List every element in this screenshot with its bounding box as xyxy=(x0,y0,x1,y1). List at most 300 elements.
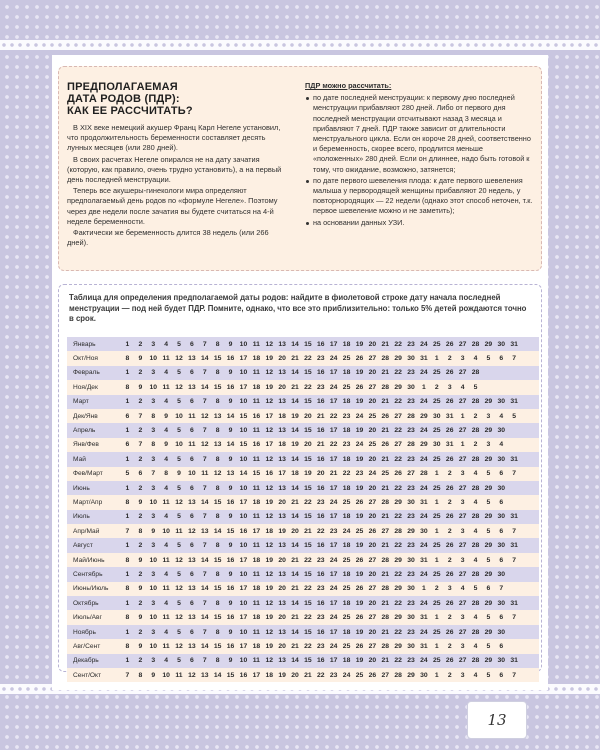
table-cell: 19 xyxy=(355,427,364,435)
table-cell: 30 xyxy=(497,570,506,578)
table-cell: 4 xyxy=(473,355,478,363)
method-item xyxy=(305,93,533,175)
table-cell: 30 xyxy=(497,657,506,665)
table-cell: 10 xyxy=(175,441,183,449)
table-cell: 25 xyxy=(433,657,441,665)
table-cell: 2 xyxy=(447,614,452,622)
table-cell: 29 xyxy=(484,427,493,435)
table-cell: 2 xyxy=(447,527,452,535)
table-cell: 18 xyxy=(252,642,261,650)
table-cell: 11 xyxy=(201,470,209,478)
table-cell: 3 xyxy=(447,585,452,593)
table-cell: 24 xyxy=(420,513,428,521)
table-cell: 8 xyxy=(125,585,130,593)
table-cell: 8 xyxy=(215,340,220,348)
table-cell: 31 xyxy=(510,657,518,665)
table-cell: 25 xyxy=(368,412,377,420)
table-cell: 16 xyxy=(226,355,235,363)
table-cell: 15 xyxy=(239,441,248,449)
table-cell: 19 xyxy=(355,369,364,377)
table-cell: 27 xyxy=(368,383,377,391)
table-cell: 23 xyxy=(317,585,325,593)
table-cell: 23 xyxy=(342,412,351,420)
table-cell: 24 xyxy=(329,614,338,622)
table-cell: 29 xyxy=(484,657,493,665)
table-cell: 14 xyxy=(201,355,209,363)
table-cell: 29 xyxy=(484,513,493,521)
table-cell: 27 xyxy=(458,427,467,435)
table-cell: 20 xyxy=(368,455,377,463)
table-cell: 16 xyxy=(265,470,274,478)
table-cell: 10 xyxy=(149,498,157,506)
table-cell: 18 xyxy=(252,498,261,506)
heading-line: ДАТА РОДОВ (ПДР): xyxy=(67,93,180,105)
table-cell: 31 xyxy=(420,498,428,506)
table-cell: 16 xyxy=(226,614,235,622)
table-cell: 19 xyxy=(265,614,274,622)
table-cell: 31 xyxy=(510,340,518,348)
table-cell: 22 xyxy=(329,412,338,420)
table-cell xyxy=(508,427,521,434)
table-cell: 23 xyxy=(407,369,415,377)
table-cell: 9 xyxy=(138,355,143,363)
table-cell: 20 xyxy=(368,369,377,377)
table-cell: 8 xyxy=(215,484,220,492)
table-cell: 18 xyxy=(342,570,351,578)
table-cell: 18 xyxy=(265,671,274,679)
table-cell: 19 xyxy=(265,498,274,506)
table-row xyxy=(67,582,539,596)
table-cell: 21 xyxy=(381,542,390,550)
row-label: Июль xyxy=(73,513,90,521)
table-cell: 11 xyxy=(162,642,170,650)
table-cell: 5 xyxy=(486,470,491,478)
table-cell: 26 xyxy=(445,369,454,377)
table-cell: 27 xyxy=(407,470,415,478)
table-cell: 2 xyxy=(138,513,143,521)
table-cell: 13 xyxy=(278,570,286,578)
table-cell: 26 xyxy=(355,498,364,506)
table-cell: 26 xyxy=(445,599,454,607)
table-cell: 6 xyxy=(190,369,194,377)
table-cell: 18 xyxy=(342,599,351,607)
table-cell: 17 xyxy=(239,383,248,391)
table-cell: 7 xyxy=(202,427,207,435)
table-cell: 10 xyxy=(239,599,248,607)
table-cell: 29 xyxy=(484,628,493,636)
table-cell: 20 xyxy=(368,599,377,607)
table-cell: 25 xyxy=(342,585,351,593)
table-cell: 15 xyxy=(213,614,222,622)
table-cell xyxy=(508,499,521,506)
table-cell: 7 xyxy=(202,340,207,348)
paragraph: В своих расчетах Негеле опирался не на дату зачатия (которую, как правило, очень трудно установить), а на первый день последней менструации. xyxy=(67,154,282,185)
table-cell: 5 xyxy=(177,657,181,665)
table-cell: 31 xyxy=(510,599,518,607)
table-cell: 19 xyxy=(291,412,299,420)
table-cell: 20 xyxy=(278,556,286,564)
table-cell: 24 xyxy=(420,369,428,377)
table-cell: 9 xyxy=(228,657,233,665)
table-row xyxy=(67,567,539,581)
table-cell: 22 xyxy=(394,455,402,463)
table-cell: 19 xyxy=(355,455,364,463)
table-cell: 24 xyxy=(420,484,428,492)
table-cell: 26 xyxy=(445,340,454,348)
table-cell: 14 xyxy=(291,599,299,607)
row-label: Апр/Май xyxy=(73,527,100,535)
table-cell: 23 xyxy=(407,513,415,521)
table-cell: 19 xyxy=(304,470,312,478)
table-cell: 23 xyxy=(407,570,415,578)
table-cell: 22 xyxy=(304,355,312,363)
row-cells xyxy=(121,614,539,621)
table-cell: 16 xyxy=(317,657,325,665)
table-cell: 10 xyxy=(239,369,248,377)
row-cells xyxy=(121,629,539,636)
table-cell: 7 xyxy=(202,369,207,377)
table-cell: 27 xyxy=(458,513,467,521)
table-cell: 12 xyxy=(265,570,274,578)
table-cell: 7 xyxy=(512,470,517,478)
table-cell: 25 xyxy=(342,556,351,564)
table-cell: 21 xyxy=(381,369,390,377)
row-label: Июль/Авг xyxy=(73,614,102,622)
table-row xyxy=(67,510,539,524)
table-cell: 18 xyxy=(342,455,351,463)
table-cell: 3 xyxy=(486,412,491,420)
table-cell: 25 xyxy=(342,642,351,650)
table-cell: 2 xyxy=(447,470,452,478)
table-cell: 25 xyxy=(433,628,441,636)
table-cell: 25 xyxy=(433,599,441,607)
row-cells xyxy=(121,413,539,420)
table-cell: 31 xyxy=(510,542,518,550)
table-row xyxy=(67,481,539,495)
table-cell: 31 xyxy=(510,513,518,521)
right-column xyxy=(305,81,533,229)
table-cell: 4 xyxy=(164,427,168,435)
table-cell: 4 xyxy=(164,340,168,348)
table-cell: 24 xyxy=(329,355,338,363)
table-cell: 1 xyxy=(434,355,439,363)
row-label: Январь xyxy=(73,340,96,348)
table-cell: 11 xyxy=(162,355,170,363)
table-cell: 30 xyxy=(407,642,415,650)
table-cell: 27 xyxy=(368,355,377,363)
table-cell: 28 xyxy=(381,642,390,650)
table-cell xyxy=(508,643,521,650)
table-cell: 6 xyxy=(190,657,194,665)
table-cell: 23 xyxy=(407,599,415,607)
table-cell: 12 xyxy=(265,398,274,406)
table-cell: 1 xyxy=(434,671,439,679)
table-cell: 21 xyxy=(291,383,299,391)
table-row xyxy=(67,495,539,509)
table-cell: 11 xyxy=(252,340,260,348)
table-cell: 28 xyxy=(471,427,480,435)
table-cell: 25 xyxy=(433,398,441,406)
row-cells xyxy=(121,657,539,664)
table-cell: 29 xyxy=(394,355,402,363)
table-cell: 23 xyxy=(407,427,415,435)
table-cell: 23 xyxy=(317,383,325,391)
table-cell: 23 xyxy=(329,527,338,535)
table-cell xyxy=(508,585,521,592)
table-row xyxy=(67,423,539,437)
table-cell: 14 xyxy=(201,642,209,650)
table-cell: 29 xyxy=(394,383,402,391)
table-cell: 11 xyxy=(252,599,260,607)
table-cell: 12 xyxy=(201,441,209,449)
table-cell: 10 xyxy=(162,527,170,535)
table-cell: 4 xyxy=(164,513,168,521)
table-cell: 1 xyxy=(125,398,130,406)
row-cells xyxy=(121,456,539,463)
table-cell: 11 xyxy=(162,556,170,564)
table-cell: 6 xyxy=(190,484,194,492)
table-cell: 11 xyxy=(175,671,183,679)
table-cell: 30 xyxy=(497,427,506,435)
table-cell: 27 xyxy=(394,441,402,449)
table-cell: 17 xyxy=(329,513,338,521)
table-cell: 18 xyxy=(342,369,351,377)
table-cell: 11 xyxy=(252,657,260,665)
table-cell: 25 xyxy=(342,355,351,363)
table-cell: 24 xyxy=(329,556,338,564)
table-cell: 15 xyxy=(213,556,222,564)
table-cell: 1 xyxy=(434,498,439,506)
table-cell: 30 xyxy=(497,599,506,607)
table-cell: 24 xyxy=(420,628,428,636)
table-cell xyxy=(482,369,495,376)
table-cell: 20 xyxy=(304,441,312,449)
table-cell: 9 xyxy=(228,542,233,550)
row-label: Фев/Март xyxy=(73,470,103,478)
table-cell: 23 xyxy=(407,484,415,492)
table-cell: 5 xyxy=(177,398,181,406)
table-cell: 6 xyxy=(499,355,504,363)
table-cell: 19 xyxy=(291,441,299,449)
table-cell: 26 xyxy=(445,628,454,636)
table-cell: 2 xyxy=(138,427,143,435)
table-cell: 30 xyxy=(497,513,506,521)
table-cell: 27 xyxy=(458,542,467,550)
table-cell: 12 xyxy=(265,657,274,665)
table-cell: 28 xyxy=(471,599,480,607)
table-cell: 30 xyxy=(497,484,506,492)
table-cell: 27 xyxy=(458,398,467,406)
table-cell: 29 xyxy=(420,412,428,420)
table-cell: 10 xyxy=(239,427,248,435)
table-cell: 28 xyxy=(407,412,415,420)
table-cell: 3 xyxy=(460,470,465,478)
table-cell: 3 xyxy=(460,355,465,363)
table-cell: 16 xyxy=(317,340,325,348)
table-cell: 2 xyxy=(138,628,143,636)
table-cell: 10 xyxy=(239,542,248,550)
table-cell: 8 xyxy=(215,455,220,463)
table-cell: 14 xyxy=(291,570,299,578)
table-cell: 21 xyxy=(317,412,325,420)
table-cell: 6 xyxy=(190,340,194,348)
table-cell: 22 xyxy=(317,527,325,535)
table-cell: 16 xyxy=(317,398,325,406)
table-cell: 13 xyxy=(188,383,196,391)
table-cell: 30 xyxy=(497,628,506,636)
table-cell: 4 xyxy=(473,556,478,564)
table-cell: 6 xyxy=(499,556,504,564)
table-cell: 29 xyxy=(394,498,402,506)
table-cell: 28 xyxy=(381,355,390,363)
table-cell: 26 xyxy=(445,427,454,435)
table-cell: 6 xyxy=(190,542,194,550)
table-cell: 1 xyxy=(422,585,426,593)
table-cell: 16 xyxy=(317,427,325,435)
table-row xyxy=(67,524,539,538)
method-item xyxy=(305,176,533,217)
table-cell: 31 xyxy=(510,455,518,463)
table-cell: 27 xyxy=(458,455,467,463)
table-cell: 24 xyxy=(420,542,428,550)
table-cell: 4 xyxy=(164,398,168,406)
table-cell: 24 xyxy=(355,412,364,420)
row-cells xyxy=(121,485,539,492)
table-cell: 17 xyxy=(239,642,248,650)
table-cell: 18 xyxy=(342,398,351,406)
table-cell: 25 xyxy=(433,542,441,550)
table-cell: 3 xyxy=(460,498,465,506)
table-cell: 20 xyxy=(278,355,286,363)
table-cell: 8 xyxy=(215,599,220,607)
table-cell: 2 xyxy=(434,383,439,391)
table-cell: 2 xyxy=(138,340,143,348)
table-cell: 17 xyxy=(329,340,338,348)
table-cell: 19 xyxy=(355,513,364,521)
table-cell: 17 xyxy=(329,369,338,377)
table-cell: 5 xyxy=(486,355,491,363)
table-cell: 5 xyxy=(177,340,181,348)
table-cell: 22 xyxy=(394,657,402,665)
table-cell: 16 xyxy=(317,455,325,463)
table-cell: 22 xyxy=(342,470,351,478)
table-cell xyxy=(508,571,521,578)
table-cell: 14 xyxy=(291,513,299,521)
table-cell: 11 xyxy=(188,412,196,420)
table-cell: 9 xyxy=(177,470,181,478)
table-cell: 10 xyxy=(239,455,248,463)
table-cell: 14 xyxy=(213,527,222,535)
table-cell: 9 xyxy=(138,642,143,650)
table-cell: 23 xyxy=(317,614,325,622)
table-cell: 9 xyxy=(228,570,233,578)
table-cell: 7 xyxy=(138,412,143,420)
table-cell: 8 xyxy=(215,628,220,636)
table-cell: 25 xyxy=(368,441,377,449)
table-cell: 30 xyxy=(420,527,428,535)
table-cell: 20 xyxy=(368,570,377,578)
table-cell: 8 xyxy=(215,513,220,521)
table-cell: 15 xyxy=(304,427,312,435)
table-cell: 29 xyxy=(394,614,402,622)
table-cell: 9 xyxy=(228,455,233,463)
table-cell: 21 xyxy=(381,657,390,665)
method-text: на основании данных УЗИ. xyxy=(313,217,405,227)
table-cell: 31 xyxy=(420,355,428,363)
row-cells xyxy=(121,384,539,391)
table-cell: 18 xyxy=(278,412,286,420)
table-cell: 1 xyxy=(434,470,439,478)
table-cell: 13 xyxy=(278,542,286,550)
table-cell: 24 xyxy=(329,642,338,650)
table-cell: 5 xyxy=(486,614,491,622)
table-cell: 29 xyxy=(484,599,493,607)
table-cell: 14 xyxy=(291,657,299,665)
table-cell: 15 xyxy=(304,628,312,636)
table-cell: 16 xyxy=(252,441,261,449)
table-cell: 7 xyxy=(512,671,517,679)
table-cell: 5 xyxy=(512,412,517,420)
table-cell: 31 xyxy=(445,441,454,449)
table-cell: 13 xyxy=(188,355,196,363)
table-cell: 9 xyxy=(164,441,168,449)
table-cell: 5 xyxy=(486,556,491,564)
table-cell: 22 xyxy=(317,671,325,679)
row-label: Май/Июнь xyxy=(73,556,105,564)
table-cell: 30 xyxy=(407,556,415,564)
table-cell: 28 xyxy=(471,513,480,521)
table-cell: 2 xyxy=(138,599,143,607)
table-cell: 12 xyxy=(265,369,274,377)
table-cell: 15 xyxy=(213,585,222,593)
table-cell: 1 xyxy=(125,542,130,550)
table-cell: 28 xyxy=(420,470,428,478)
table-cell: 19 xyxy=(355,398,364,406)
table-cell: 29 xyxy=(394,556,402,564)
table-cell: 21 xyxy=(381,599,390,607)
table-cell: 31 xyxy=(420,642,428,650)
table-cell: 10 xyxy=(149,383,157,391)
table-cell: 21 xyxy=(329,470,338,478)
table-cell: 20 xyxy=(278,383,286,391)
table-cell: 19 xyxy=(278,527,286,535)
table-intro: Таблица для определения предполагаемой даты родов: найдите в фиолетовой строке дату начала последней менструации — под ней будет ПДР. Помните, однако, что все это приблизительно: только 5% детей рождаются точно в срок. xyxy=(69,293,527,323)
table-cell: 11 xyxy=(252,398,260,406)
table-cell: 5 xyxy=(177,599,181,607)
row-cells xyxy=(121,369,539,376)
table-cell: 21 xyxy=(291,355,299,363)
table-cell: 23 xyxy=(342,441,351,449)
table-cell: 6 xyxy=(190,628,194,636)
row-cells xyxy=(121,643,539,650)
table-cell: 6 xyxy=(486,585,491,593)
table-cell: 17 xyxy=(329,599,338,607)
table-cell: 24 xyxy=(329,383,338,391)
table-cell: 4 xyxy=(164,628,168,636)
table-cell: 31 xyxy=(510,398,518,406)
table-cell: 31 xyxy=(420,614,428,622)
table-cell: 9 xyxy=(138,585,143,593)
table-cell: 29 xyxy=(484,542,493,550)
table-cell: 4 xyxy=(164,657,168,665)
row-label: Сент/Окт xyxy=(73,671,102,679)
table-cell: 28 xyxy=(394,527,402,535)
table-cell: 26 xyxy=(355,355,364,363)
table-cell: 22 xyxy=(394,599,402,607)
table-cell: 22 xyxy=(304,556,312,564)
table-cell: 3 xyxy=(151,484,156,492)
table-cell: 18 xyxy=(278,441,286,449)
